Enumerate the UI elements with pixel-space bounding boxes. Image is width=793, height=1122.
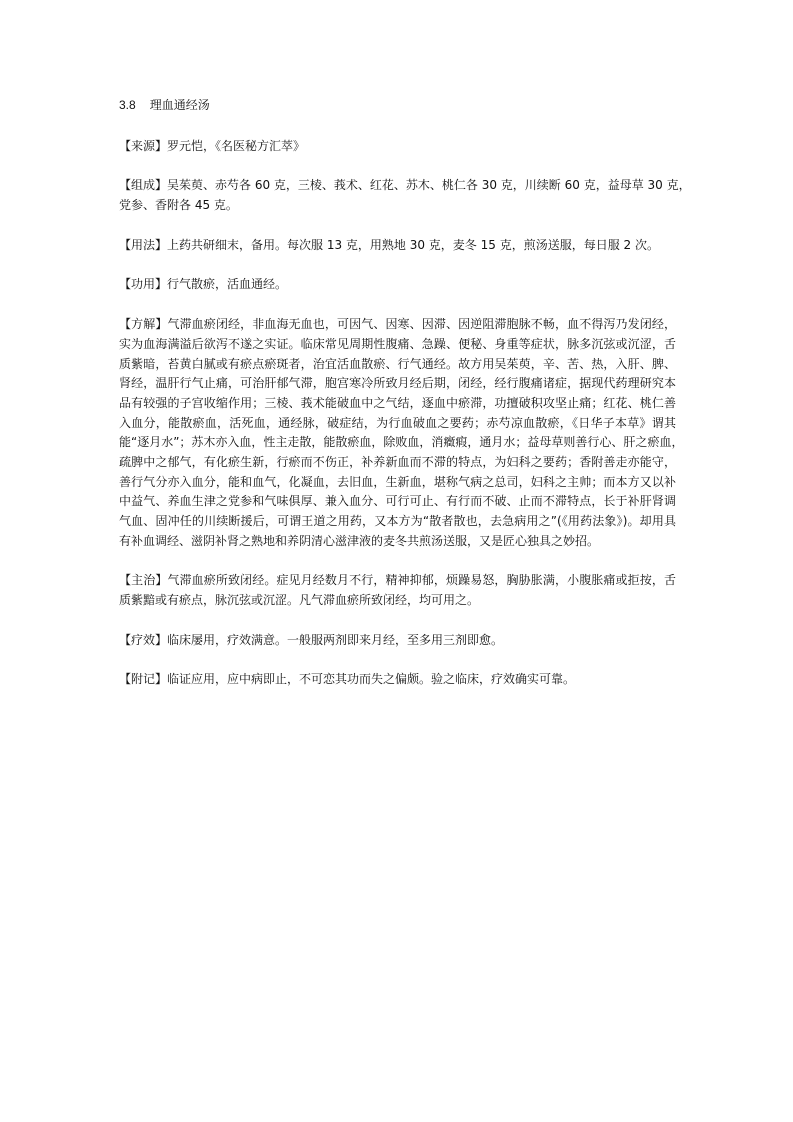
text-line: 【方解】气滞血瘀闭经，非血海无血也，可因气、因寒、因滞、因逆阻滞胞脉不畅，血不得泻乃发闭经， (119, 317, 676, 332)
text-line: 【附记】临证应用，应中病即止，不可恋其功而失之偏颇。验之临床，疗效确实可靠。 (119, 672, 576, 687)
text-line: 中益气、养血生津之党参和气味俱厚、兼入血分、可行可止、有行而不破、止而不滞特点，长于补肝肾调 (119, 494, 676, 509)
text-line: 【用法】上药共研细末，备用。每次服 13 克，用熟地 30 克，麦冬 15 克，煎汤送服，每日服 2 次。 (119, 237, 659, 252)
section-number: 3.8 (119, 98, 136, 112)
paragraphs (119, 137, 691, 690)
paragraph-source (119, 137, 676, 157)
text-line: 【主治】气滞血瘀所致闭经。症见月经数月不行，精神抑郁，烦躁易怒，胸胁胀满，小腹胀痛或拒按，舌 (119, 573, 676, 588)
text-line: 实为血海满溢后欲泻不遂之实证。临床常见周期性腹痛、急躁、便秘、身重等症状，脉多沉弦或沉涩，舌 (119, 336, 676, 351)
text-line: 党参、香附各 45 克。 (119, 198, 238, 213)
text-line: 质紫暗，苔黄白腻或有瘀点瘀斑者，治宜活血散瘀、行气通经。故方用吴茱萸，辛、苦、热，入肝、脾、 (119, 356, 676, 371)
paragraph-usage (119, 236, 676, 256)
text-line: 善行气分亦入血分，能和血气，化凝血，去旧血，生新血，堪称气病之总司，妇科之主帅；而本方又以补 (119, 474, 676, 489)
text-line: 【来源】罗元恺，《名医秘方汇萃》 (119, 138, 306, 153)
paragraph-function (119, 275, 676, 295)
section-heading (119, 96, 676, 116)
paragraph-efficacy (119, 631, 676, 651)
text-line: 肾经，温肝行气止痛，可治肝郁气滞，胞宫寒冷所致月经后期，闭经，经行腹痛诸症，据现代药理研究本 (119, 376, 676, 391)
text-line: 有补血调经、滋阴补肾之熟地和养阴清心滋津液的麦冬共煎汤送服，又是匠心独具之妙招。 (119, 533, 600, 548)
paragraph-indications (119, 571, 676, 610)
section-title: 理血通经汤 (149, 98, 210, 112)
text-line: 入血分，能散瘀血，活死血，通经脉，破症结，为行血破血之要药；赤芍凉血散瘀，《日华子本草》谓其 (119, 415, 676, 430)
document-body (119, 96, 691, 710)
text-line: 【功用】行气散瘀，活血通经。 (119, 277, 288, 292)
text-line: 【疗效】临床屡用，疗效满意。一般服两剂即来月经，至多用三剂即愈。 (119, 632, 504, 647)
text-line: 疏脾中之郁气，有化瘀生新，行瘀而不伤正，补养新血而不滞的特点，为妇科之要药；香附善走亦能守， (119, 454, 676, 469)
paragraph-composition (119, 176, 691, 215)
text-line: 品有较强的子宫收缩作用；三棱、莪术能破血中之气结，逐血中瘀滞，功擅破积攻坚止痛；红花、桃仁善 (119, 395, 676, 410)
text-line: 气血、固冲任的川续断援后，可谓王道之用药，又本方为“散者散也，去急病用之”(《用药法象》)。却用具 (119, 514, 676, 529)
text-line: 【组成】吴茱萸、赤芍各 60 克，三棱、莪术、红花、苏木、桃仁各 30 克，川续断 60 克，益母草 30 克， (119, 178, 691, 193)
paragraph-explanation (119, 315, 684, 551)
text-line: 质紫黯或有瘀点，脉沉弦或沉涩。凡气滞血瘀所致闭经，均可用之。 (119, 593, 480, 608)
text-line: 能“逐月水”；苏木亦入血，性主走散，能散瘀血，除败血，消癥瘕，通月水；益母草则善行心、肝之瘀血， (119, 435, 684, 450)
paragraph-notes (119, 670, 676, 690)
